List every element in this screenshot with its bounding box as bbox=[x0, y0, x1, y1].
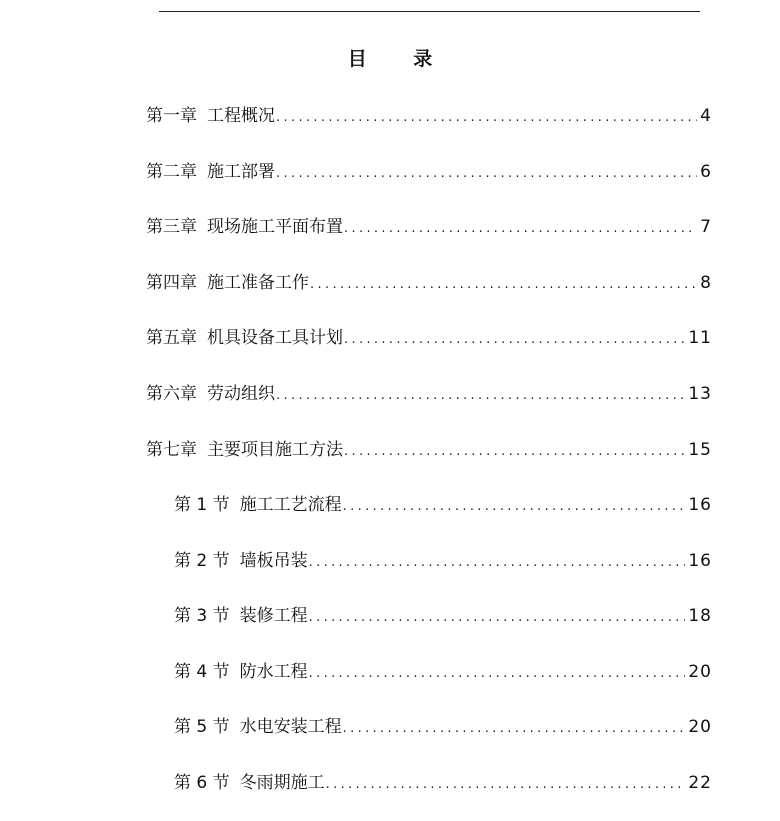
dot-leader bbox=[309, 551, 686, 575]
entry-label: 第三章 bbox=[146, 217, 197, 237]
entry-page-number: 8 bbox=[700, 273, 712, 293]
entry-label: 第 5 节 bbox=[174, 717, 230, 737]
entry-title: 墙板吊装 bbox=[239, 551, 308, 571]
toc-entry[interactable] bbox=[174, 715, 712, 739]
entry-title: 施工工艺流程 bbox=[239, 495, 342, 515]
entry-page-number: 16 bbox=[688, 551, 712, 571]
toc-entry[interactable] bbox=[146, 438, 712, 462]
entry-title: 施工准备工作 bbox=[207, 273, 309, 293]
entry-title: 冬雨期施工 bbox=[239, 773, 325, 793]
entry-page-number: 18 bbox=[688, 606, 712, 626]
dot-leader bbox=[344, 440, 685, 464]
entry-page-number: 22 bbox=[688, 773, 712, 793]
entry-label: 第四章 bbox=[146, 273, 197, 293]
entry-title: 工程概况 bbox=[207, 106, 275, 126]
entry-title: 机具设备工具计划 bbox=[207, 328, 343, 348]
dot-leader bbox=[310, 273, 697, 297]
toc-entry[interactable] bbox=[146, 160, 712, 184]
dot-leader bbox=[276, 384, 685, 408]
entry-label: 第 3 节 bbox=[174, 606, 230, 626]
entry-page-number: 15 bbox=[688, 440, 712, 460]
toc-entry[interactable] bbox=[146, 104, 712, 128]
entry-page-number: 13 bbox=[688, 384, 712, 404]
toc-entry[interactable] bbox=[174, 660, 712, 684]
entry-label: 第 6 节 bbox=[174, 773, 230, 793]
entry-title: 主要项目施工方法 bbox=[207, 440, 343, 460]
entry-title: 劳动组织 bbox=[207, 384, 275, 404]
entry-page-number: 16 bbox=[688, 495, 712, 515]
toc-entry[interactable] bbox=[174, 549, 712, 573]
entry-title: 防水工程 bbox=[239, 662, 308, 682]
entry-title: 施工部署 bbox=[207, 162, 275, 182]
entry-page-number: 20 bbox=[688, 662, 712, 682]
dot-leader bbox=[344, 217, 697, 241]
toc-entry[interactable] bbox=[146, 382, 712, 406]
entry-page-number: 7 bbox=[700, 217, 712, 237]
toc-entry[interactable] bbox=[146, 215, 712, 239]
entry-title: 装修工程 bbox=[239, 606, 308, 626]
entry-title: 水电安装工程 bbox=[239, 717, 342, 737]
toc-title: 目 录 bbox=[347, 48, 453, 70]
toc-entry[interactable] bbox=[174, 771, 712, 795]
entry-title: 现场施工平面布置 bbox=[207, 217, 343, 237]
entry-label: 第五章 bbox=[146, 328, 197, 348]
dot-leader bbox=[343, 717, 686, 741]
dot-leader bbox=[343, 495, 686, 519]
entry-page-number: 6 bbox=[700, 162, 712, 182]
toc-entry[interactable] bbox=[146, 271, 712, 295]
entry-page-number: 11 bbox=[688, 328, 712, 348]
entry-label: 第七章 bbox=[146, 440, 197, 460]
toc-entry[interactable] bbox=[146, 326, 712, 350]
entry-label: 第六章 bbox=[146, 384, 197, 404]
toc-entry[interactable] bbox=[174, 604, 712, 628]
dot-leader bbox=[344, 328, 685, 352]
dot-leader bbox=[309, 662, 686, 686]
dot-leader bbox=[326, 773, 686, 797]
entry-label: 第 1 节 bbox=[174, 495, 230, 515]
dot-leader bbox=[276, 162, 697, 186]
dot-leader bbox=[309, 606, 686, 630]
toc-entry[interactable] bbox=[174, 493, 712, 517]
entry-page-number: 4 bbox=[700, 106, 712, 126]
entry-label: 第二章 bbox=[146, 162, 197, 182]
entry-page-number: 20 bbox=[688, 717, 712, 737]
dot-leader bbox=[276, 106, 697, 130]
entry-label: 第 2 节 bbox=[174, 551, 230, 571]
entry-label: 第 4 节 bbox=[174, 662, 230, 682]
entry-label: 第一章 bbox=[146, 106, 197, 126]
